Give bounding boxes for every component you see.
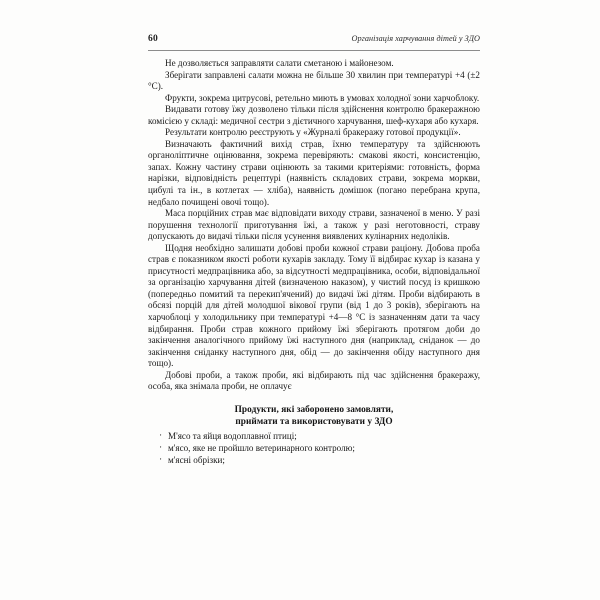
page-content: [148, 34, 480, 467]
list-item-label: м'ясні обрізки;: [168, 455, 225, 466]
paragraph: Маса порційних страв має відповідати виходу страви, зазначеної в меню. У разі порушення технології приготування їжі, а також у разі неготовності, страву допускають до видачі тільки після усунення виявлених кулінарних недоліків.: [148, 208, 480, 242]
paragraph: Не дозволяється заправляти салати сметаною і майонезом.: [165, 58, 394, 68]
paragraph: Видавати готову їжу дозволено тільки після здійснення контролю бракеражною комісією у складі: медичної сестри з дієтичного харчування, шеф-кухаря або кухаря.: [148, 104, 480, 126]
bullet-icon: ·: [159, 430, 163, 441]
list-item-label: м'ясо, яке не пройшло ветеринарного контролю;: [168, 443, 355, 454]
header-divider: [148, 50, 480, 51]
list-item: [159, 443, 480, 455]
paragraph: Фрукти, зокрема цитрусові, ретельно миють в умовах холодної зони харчоблоку.: [165, 92, 480, 103]
page-number: 60: [148, 34, 158, 44]
list-item: [159, 431, 480, 443]
section-heading-line-2: приймати та використовувати у ЗДО: [235, 417, 393, 428]
list-item-label: М'ясо та яйця водоплавної птиці;: [168, 431, 297, 442]
paragraph: Зберігати заправлені салати можна не більше 30 хвилин при температурі +4 (±2 °С).: [148, 69, 480, 92]
section-heading: [148, 404, 480, 428]
list-item: [159, 455, 480, 467]
section-heading-line-1: Продукти, які заборонено замовляти,: [234, 404, 394, 415]
bullet-icon: ·: [159, 454, 163, 465]
paragraph: Результати контролю реєструють у «Журналі бракеражу готової продукції».: [165, 127, 461, 138]
paragraph: Визначають фактичний вихід страв, їхню температуру та здійснюють органоліптичне оцінювання, зокрема перевіряють: смакові якості, консистенцію, запах. Кожну частину страви оцінюють за такими критеріями: готовність, форма нарізки, відповідність рецептурі (наявність складових страви, зокрема моркви, цибулі та ін., в котлетах — хліба), наявність домішок (погано перебрана крупа, недбало почищені овочі тощо).: [148, 138, 480, 207]
paragraph: Добові проби, а також проби, які відбирають під час здійснення бракеражу, особа, яка знімала проби, не оплачує: [148, 369, 480, 392]
prohibited-products-list: [148, 431, 480, 467]
body-text: [148, 58, 480, 393]
bullet-icon: ·: [159, 442, 163, 453]
paragraph: Щодня необхідно залишати добові проби кожної страви раціону. Добова проба страв є показником якості роботи кухарів закладу. Тому її відбирає кухар із казана у присутності медпрацівника або, за відсутності медпрацівника, особи, відповідальної за організацію харчування дітей (визначеною наказом), у чистий посуд із кришкою (попередньо помитий та перекип'ячений) до видачі їжі дітям. Проби відбирають в обсязі порцій для дітей молодшої вікової групи (від 1 до 3 років), зберігають на харчоблоці у холодильнику при температурі +4—8 °С із зазначенням дати та часу відбирання. Проби страв кожного прийому їжі зберігають протягом доби до закінчення аналогічного прийому їжі наступного дня (наприклад, сніданок — до закінчення сніданку наступного дня, обід — до закінчення обіду наступного дня тощо).: [148, 242, 480, 369]
running-header: [148, 34, 480, 48]
running-title: Організація харчування дітей у ЗДО: [351, 34, 480, 43]
